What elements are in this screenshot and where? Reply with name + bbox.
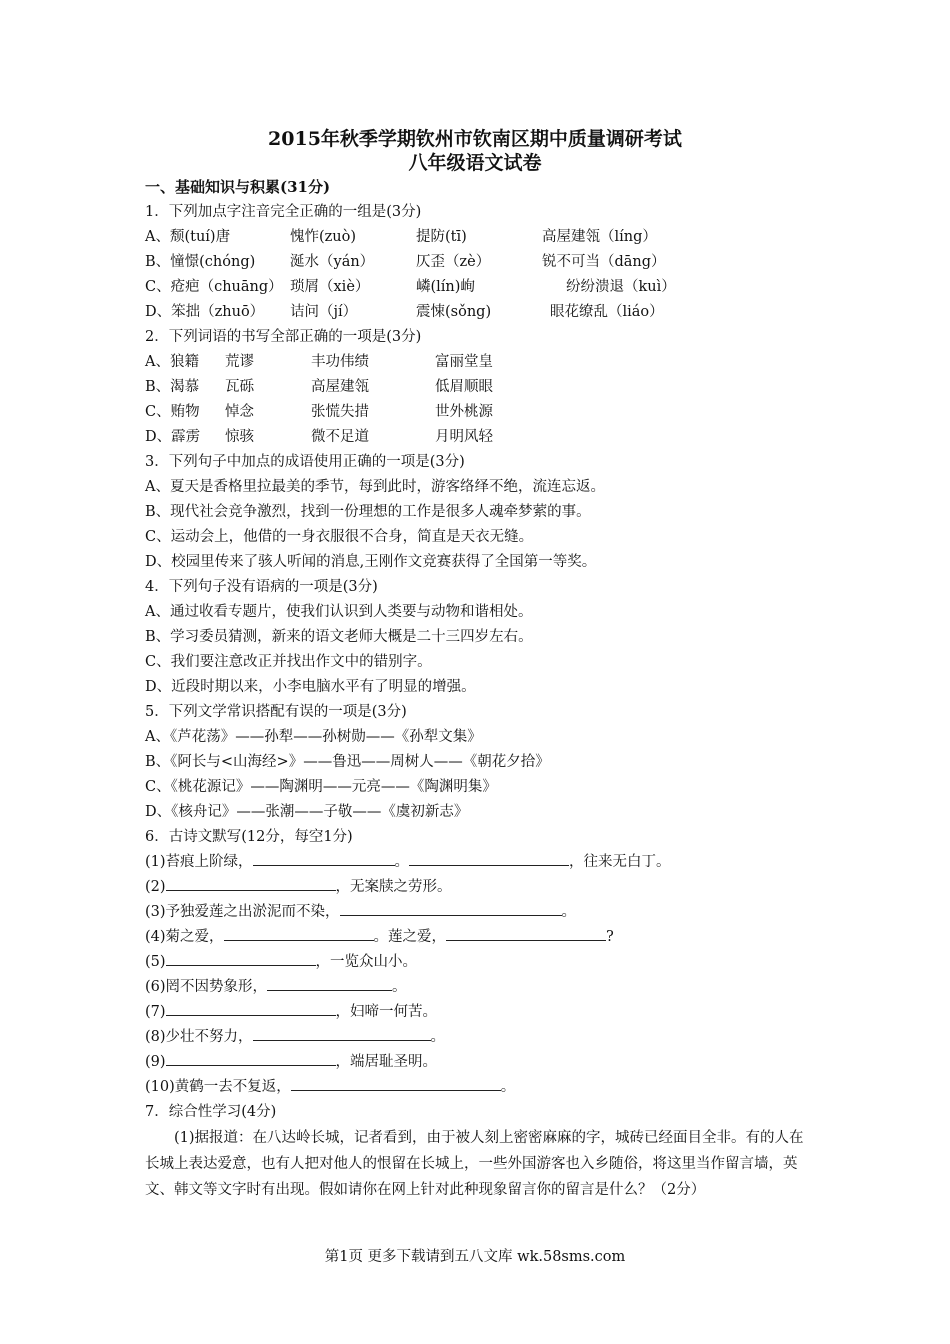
q5-option-d: D、《核舟记》——张潮——子敬——《虞初新志》 [145,804,469,820]
q1-c-4: 纷纷溃退（kuì） [566,279,676,295]
q6-1-text-c: ，往来无白丁。 [569,854,671,870]
q3-option-c: C、运动会上，他借的一身衣服很不合身，简直是天衣无缝。 [145,529,534,545]
q5-stem: 5．下列文学常识搭配有误的一项是(3分) [145,704,407,720]
q2-d-1: D、霹雳 [145,429,201,445]
q1-d-1: D、笨拙（zhuō） [145,304,265,320]
q2-option-row [145,350,815,375]
q1-d-4: 眼花缭乱（liáo） [550,304,664,320]
q2-b-1: B、渴慕 [145,379,200,395]
exam-subtitle: 八年级语文试卷 [408,152,542,174]
answer-blank[interactable] [409,851,569,866]
q1-option-row [145,250,815,275]
q2-d-4: 月明风轻 [435,429,493,445]
exam-title: 2015年秋季学期钦州市钦南区期中质量调研考试 [268,128,682,150]
section-heading: 一、基础知识与积累(31分) [145,178,331,196]
q4-option-c: C、我们要注意改正并找出作文中的错别字。 [145,654,432,670]
q6-4-text-a: (4)菊之爱， [145,929,224,945]
q5-option-b: B、《阿长与<山海经>》——鲁迅——周树人——《朝花夕拾》 [145,754,550,770]
q1-stem: 1．下列加点字注音完全正确的一组是(3分) [145,204,422,220]
q5-option-a: A、《芦花荡》——孙犁——孙树勋——《孙犁文集》 [145,729,482,745]
q6-9-text-a: (9) [145,1054,166,1070]
q6-item-7 [145,1000,815,1025]
q6-10-text-b: 。 [500,1079,516,1095]
q3-option-b: B、现代社会竞争激烈，找到一份理想的工作是很多人魂牵梦萦的事。 [145,504,591,520]
q6-stem: 6．古诗文默写(12分，每空1分) [145,829,353,845]
answer-blank[interactable] [340,901,562,916]
q3-option-a: A、夏天是香格里拉最美的季节，每到此时，游客络绎不绝，流连忘返。 [145,479,605,495]
q6-10-text-a: (10)黄鹤一去不复返， [145,1079,291,1095]
q2-b-2: 瓦砾 [225,379,254,395]
q6-1-text-a: (1)苔痕上阶绿， [145,854,253,870]
q2-a-1: A、狼籍 [145,354,199,370]
q2-a-4: 富丽堂皇 [435,354,493,370]
answer-blank[interactable] [446,926,606,941]
q6-2-text-b: ，无案牍之劳形。 [335,879,452,895]
answer-blank[interactable] [224,926,374,941]
q6-item-2 [145,875,815,900]
q2-option-row [145,400,815,425]
q7-stem: 7．综合性学习(4分) [145,1104,277,1120]
q6-8-text-b: 。 [430,1029,446,1045]
q6-item-10 [145,1075,815,1100]
q6-5-text-b: ，一览众山小。 [315,954,418,970]
questions-body [145,200,815,1203]
q2-d-2: 惊骇 [225,429,254,445]
q6-4-text-c: ? [606,929,614,945]
answer-blank[interactable] [253,1026,431,1041]
q3-stem: 3．下列句子中加点的成语使用正确的一项是(3分) [145,454,465,470]
q1-b-1: B、憧憬(chóng) [145,254,256,270]
q6-6-text-a: (6)罔不因势象形， [145,979,268,995]
q6-3-text-a: (3)予独爱莲之出淤泥而不染， [145,904,340,920]
q1-option-row [145,275,815,300]
q6-9-text-b: ，端居耻圣明。 [335,1054,438,1070]
q6-7-text-a: (7) [145,1004,166,1020]
q6-item-8 [145,1025,815,1050]
q6-item-3 [145,900,815,925]
q1-c-1: C、疮疤（chuāng） [145,279,283,295]
q2-b-4: 低眉顺眼 [435,379,493,395]
q2-c-2: 悼念 [225,404,254,420]
q1-option-row [145,225,815,250]
q4-stem: 4．下列句子没有语病的一项是(3分) [145,579,378,595]
q6-item-1 [145,850,815,875]
q2-option-row [145,425,815,450]
q1-c-3: 嶙(lín)峋 [416,279,475,295]
q1-d-2: 诘问（jí） [290,304,358,320]
answer-blank[interactable] [253,851,395,866]
answer-blank[interactable] [166,951,316,966]
q6-5-text-a: (5) [145,954,166,970]
answer-blank[interactable] [166,1001,336,1016]
q2-c-4: 世外桃源 [435,404,493,420]
q2-stem: 2．下列词语的书写全部正确的一项是(3分) [145,329,422,345]
q2-b-3: 高屋建瓴 [311,379,369,395]
q6-7-text-b: ，妇啼一何苦。 [335,1004,438,1020]
q6-8-text-a: (8)少壮不努力， [145,1029,253,1045]
q1-d-3: 震悚(sǒng) [416,304,492,320]
q1-a-1: A、颓(tuí)唐 [145,229,231,245]
q1-b-2: 涎水（yán） [290,254,375,270]
q6-3-text-b: 。 [561,904,577,920]
answer-blank[interactable] [166,876,336,891]
q3-option-d: D、校园里传来了骇人听闻的消息,王刚作文竞赛获得了全国第一等奖。 [145,554,597,570]
q6-item-6 [145,975,815,1000]
q2-option-row [145,375,815,400]
q2-c-3: 张慌失措 [311,404,369,420]
q6-item-5 [145,950,815,975]
q1-a-2: 愧怍(zuò) [290,229,357,245]
q4-option-d: D、近段时期以来，小李电脑水平有了明显的增强。 [145,679,476,695]
q6-item-9 [145,1050,815,1075]
q6-4-text-b: 。莲之爱， [373,929,447,945]
q4-option-a: A、通过收看专题片，使我们认识到人类要与动物和谐相处。 [145,604,533,620]
answer-blank[interactable] [267,976,392,991]
answer-blank[interactable] [166,1051,336,1066]
q2-a-2: 荒谬 [225,354,254,370]
q6-item-4 [145,925,815,950]
q6-6-text-b: 。 [392,979,407,995]
q2-a-3: 丰功伟绩 [311,354,369,370]
page-footer: 第1页 更多下载请到五八文库 wk.58sms.com [324,1249,626,1265]
q1-option-row [145,300,815,325]
q6-2-text-a: (2) [145,879,166,895]
q2-d-3: 微不足道 [311,429,369,445]
q7-paragraph: (1)据报道：在八达岭长城，记者看到，由于被人刻上密密麻麻的字，城砖已经面目全非。有的人在长城上表达爱意，也有人把对他人的恨留在长城上，一些外国游客也入乡随俗，将这里当作留言墙，英文、韩文等文字时有出现。假如请你在网上针对此种现象留言你的留言是什么？（2分） [145,1130,804,1198]
q5-option-c: C、《桃花源记》——陶渊明——元亮——《陶渊明集》 [145,779,497,795]
q1-a-4: 高屋建瓴（líng） [542,229,657,245]
q1-a-3: 提防(tī) [416,229,467,245]
q4-option-b: B、学习委员猜测，新来的语文老师大概是二十三四岁左右。 [145,629,533,645]
q6-1-text-b: 。 [394,854,410,870]
q1-c-2: 琐屑（xiè） [290,279,370,295]
q1-b-3: 仄歪（zè） [416,254,491,270]
answer-blank[interactable] [291,1076,501,1091]
q1-b-4: 锐不可当（dāng） [542,254,666,270]
q2-c-1: C、贿物 [145,404,200,420]
